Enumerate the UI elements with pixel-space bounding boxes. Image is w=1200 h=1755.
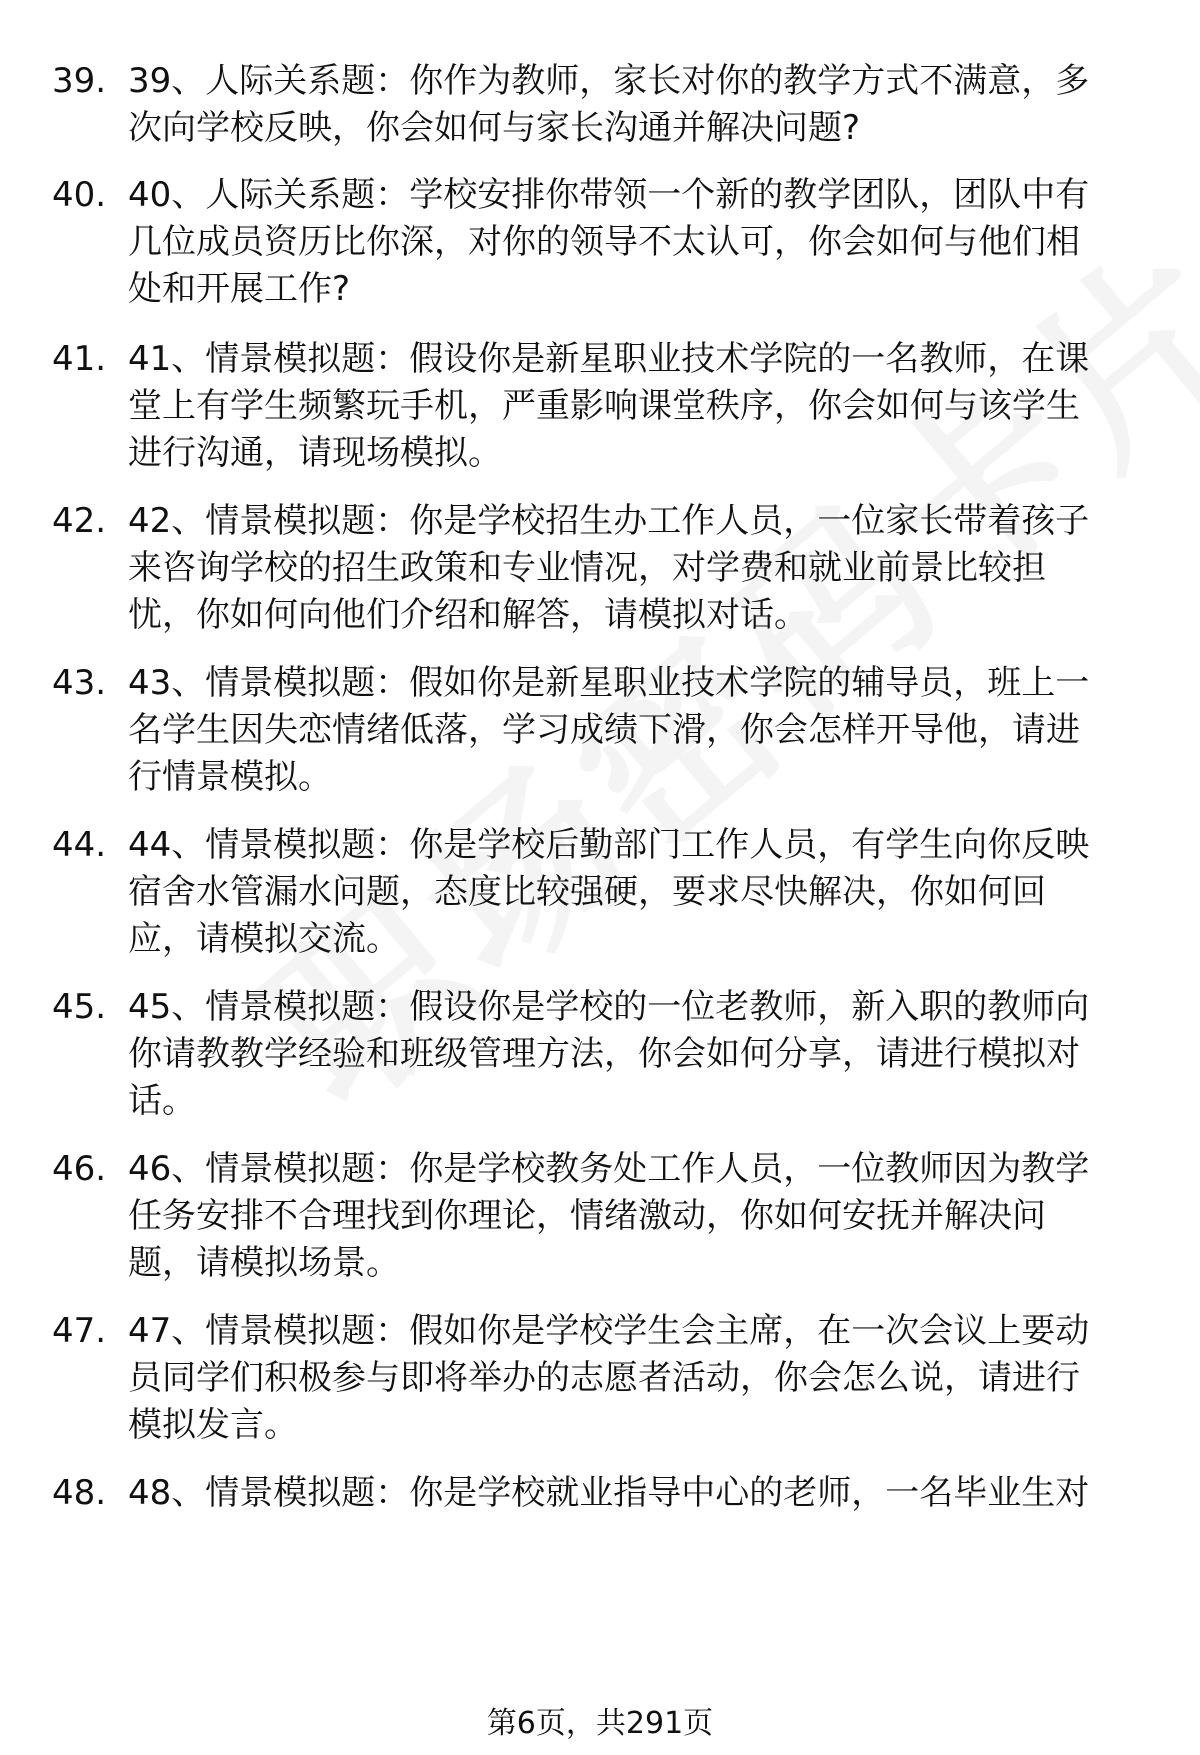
question-number: 46. <box>52 1149 107 1189</box>
question-number: 42. <box>52 501 107 541</box>
question-text: 43、情景模拟题：假如你是新星职业技术学院的辅导员，班上一 名学生因失恋情绪低落，学习成绩下滑，你会怎样开导他，请进 行情景模拟。 <box>128 663 1090 797</box>
page-number-label: 第6页，共291页 <box>486 1706 714 1741</box>
page-footer <box>0 1704 1200 1744</box>
question-number: 44. <box>52 825 107 865</box>
question-number: 39. <box>52 61 107 101</box>
question-text: 44、情景模拟题：你是学校后勤部门工作人员，有学生向你反映 宿舍水管漏水问题，态度比较强硬，要求尽快解决，你如何回 应，请模拟交流。 <box>128 825 1090 959</box>
question-number: 45. <box>52 987 107 1027</box>
question-text: 40、人际关系题：学校安排你带领一个新的教学团队，团队中有 几位成员资历比你深，对你的领导不太认可，你会如何与他们相 处和开展工作? <box>128 175 1090 309</box>
question-text: 41、情景模拟题：假设你是新星职业技术学院的一名教师，在课 堂上有学生频繁玩手机，严重影响课堂秩序，你会如何与该学生 进行沟通，请现场模拟。 <box>128 339 1090 473</box>
question-text: 46、情景模拟题：你是学校教务处工作人员，一位教师因为教学 任务安排不合理找到你理论，情绪激动，你如何安抚并解决问 题，请模拟场景。 <box>128 1149 1090 1283</box>
question-number: 48. <box>52 1473 107 1513</box>
question-number: 41. <box>52 339 107 379</box>
question-text: 45、情景模拟题：假设你是学校的一位老教师，新入职的教师向 你请教教学经验和班级管理方法，你会如何分享，请进行模拟对 话。 <box>128 987 1090 1121</box>
question-text: 42、情景模拟题：你是学校招生办工作人员，一位家长带着孩子 来咨询学校的招生政策和专业情况，对学费和就业前景比较担 忧，你如何向他们介绍和解答，请模拟对话。 <box>128 501 1090 635</box>
question-text: 47、情景模拟题：假如你是学校学生会主席，在一次会议上要动 员同学们积极参与即将举办的志愿者活动，你会怎么说，请进行 模拟发言。 <box>128 1311 1090 1445</box>
question-number: 40. <box>52 175 107 215</box>
question-text: 48、情景模拟题：你是学校就业指导中心的老师，一名毕业生对 <box>128 1473 1090 1513</box>
question-number: 47. <box>52 1311 107 1351</box>
question-text: 39、人际关系题：你作为教师，家长对你的教学方式不满意，多 次向学校反映，你会如何与家长沟通并解决问题? <box>128 61 1090 148</box>
question-number: 43. <box>52 663 107 703</box>
